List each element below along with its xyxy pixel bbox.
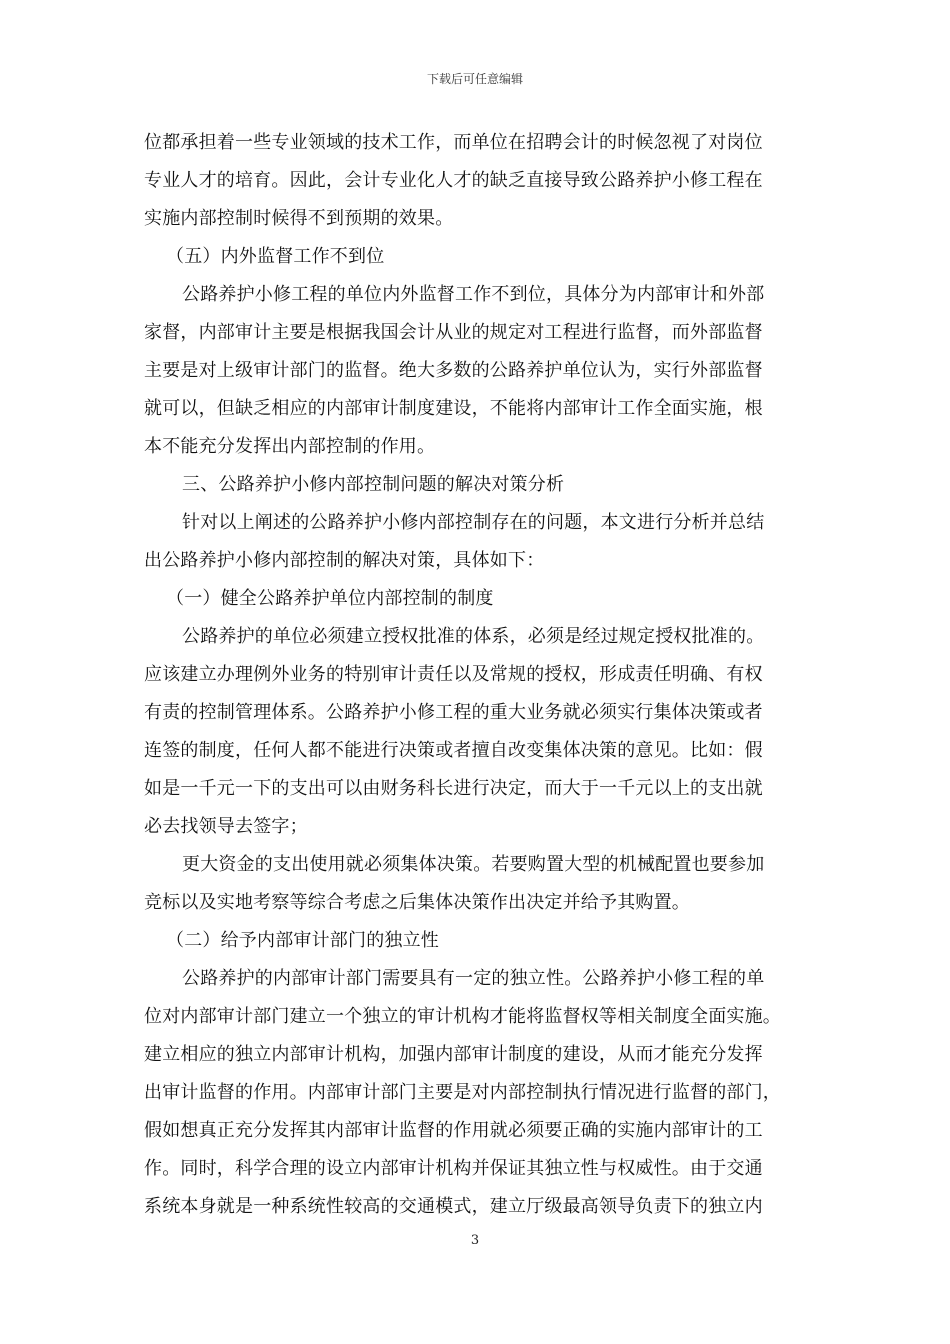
text-line: 针对以上阐述的公路养护小修内部控制存在的问题，本文进行分析并总结 (182, 512, 765, 533)
text-line: 必去找领导去签字； (144, 816, 308, 837)
text-line: 系统本身就是一种系统性较高的交通模式，建立厅级最高领导负责下的独立内 (144, 1196, 763, 1217)
page-number: 3 (470, 1233, 480, 1248)
text-line: 主要是对上级审计部门的监督。绝大多数的公路养护单位认为，实行外部监督 (144, 360, 763, 381)
text-line: 假如想真正充分发挥其内部审计监督的作用就必须要正确的实施内部审计的工 (144, 1120, 763, 1141)
section-heading: （一）健全公路养护单位内部控制的制度 (166, 588, 494, 609)
text-line: 连签的制度，任何人都不能进行决策或者擅自改变集体决策的意见。比如：假 (144, 740, 763, 761)
text-line: 实施内部控制时候得不到预期的效果。 (144, 208, 454, 229)
text-line: 就可以，但缺乏相应的内部审计制度建设，不能将内部审计工作全面实施，根 (144, 398, 763, 419)
text-line: 作。同时，科学合理的设立内部审计机构并保证其独立性与权威性。由于交通 (144, 1158, 763, 1179)
text-line: 公路养护的内部审计部门需要具有一定的独立性。公路养护小修工程的单 (182, 968, 765, 989)
text-line: 有责的控制管理体系。公路养护小修工程的重大业务就必须实行集体决策或者 (144, 702, 763, 723)
text-line: 位都承担着一些专业领域的技术工作，而单位在招聘会计的时候忽视了对岗位 (144, 132, 763, 153)
text-line: 竞标以及实地考察等综合考虑之后集体决策作出决定并给予其购置。 (144, 892, 690, 913)
text-line: 应该建立办理例外业务的特别审计责任以及常规的授权，形成责任明确、有权 (144, 664, 763, 685)
text-line: 更大资金的支出使用就必须集体决策。若要购置大型的机械配置也要参加 (182, 854, 765, 875)
text-line: 本不能充分发挥出内部控制的作用。 (144, 436, 436, 457)
text-line: 建立相应的独立内部审计机构，加强内部审计制度的建设，从而才能充分发挥 (144, 1044, 763, 1065)
text-line: 位对内部审计部门建立一个独立的审计机构才能将监督权等相关制度全面实施。 (144, 1006, 781, 1027)
text-line: 专业人才的培育。因此，会计专业化人才的缺乏直接导致公路养护小修工程在 (144, 170, 763, 191)
document-body (144, 124, 810, 1226)
text-line: 家督，内部审计主要是根据我国会计从业的规定对工程进行监督，而外部监督 (144, 322, 763, 343)
text-line: 三、公路养护小修内部控制问题的解决对策分析 (182, 474, 565, 495)
section-heading: （二）给予内部审计部门的独立性 (166, 930, 439, 951)
section-heading: （五）内外监督工作不到位 (166, 246, 385, 267)
text-line: 公路养护的单位必须建立授权批准的体系，必须是经过规定授权批准的。 (182, 626, 765, 647)
page-header: 下载后可任意编辑 (426, 72, 523, 86)
text-line: 如是一千元一下的支出可以由财务科长进行决定，而大于一千元以上的支出就 (144, 778, 763, 799)
text-line: 出审计监督的作用。内部审计部门主要是对内部控制执行情况进行监督的部门， (144, 1082, 781, 1103)
text-line: 公路养护小修工程的单位内外监督工作不到位，具体分为内部审计和外部 (182, 284, 765, 305)
text-line: 出公路养护小修内部控制的解决对策，具体如下： (144, 550, 545, 571)
